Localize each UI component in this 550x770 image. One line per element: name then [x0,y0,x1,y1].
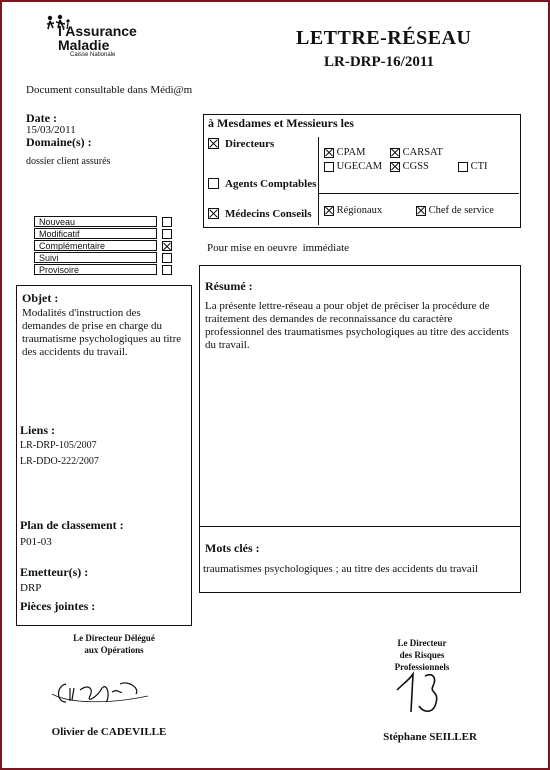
availability-note: Document consultable dans Médi@m [26,84,193,96]
date-label: Date : [26,111,57,125]
status-nouveau-checkbox[interactable] [162,217,172,227]
carsat-label: CARSAT [402,147,443,158]
implementation-label: Pour mise en oeuvre [207,242,298,254]
ugecam-option [324,161,382,172]
chef-label: Chef de service [428,205,494,216]
objet-label: Objet : [22,291,59,305]
emetteur-label: Emetteur(s) : [20,565,89,579]
lien-1: LR-DRP-105/2007 [20,440,97,451]
logo-line-1: l'Assurance [58,23,137,39]
left-signatory-title [50,632,178,656]
left-signatory-name: Olivier de CADEVILLE [51,726,167,738]
keywords-label: Mots clés : [205,541,260,555]
cgss-label: CGSS [402,161,429,172]
regionaux-label: Régionaux [336,205,383,216]
agents-checkbox[interactable] [208,178,219,189]
recipients-divider [318,137,319,225]
chef-option [416,205,494,216]
cti-option [458,161,488,172]
medecins-label: Médecins Conseils [225,208,312,220]
emetteur-value: DRP [20,582,42,594]
status-complementaire: Complémentaire [34,240,157,251]
left-title-line-2: aux Opérations [84,645,144,655]
medecins-row [208,204,311,222]
logo-subtitle: Caisse Nationale [70,52,116,58]
document-reference: LR-DRP-16/2011 [324,54,434,70]
directeurs-label: Directeurs [225,138,275,150]
right-title-line-1: Le Directeur [397,638,447,648]
plan-label: Plan de classement : [20,518,124,532]
recipients-divider-horizontal [318,193,519,194]
carsat-checkbox[interactable] [390,148,400,158]
implementation-value: immédiate [302,242,350,254]
right-signatory-name: Stéphane SEILLER [383,731,477,743]
pieces-label: Pièces jointes : [20,599,96,613]
objet-box [16,285,192,626]
logo-line-2: Maladie [58,37,110,53]
domain-label: Domaine(s) : [26,135,92,149]
date-value: 15/03/2011 [26,124,76,136]
status-modificatif: Modificatif [34,228,157,239]
cpam-label: CPAM [336,147,366,158]
regionaux-checkbox[interactable] [324,206,334,216]
resume-box [199,265,521,593]
recipients-box [203,114,521,228]
agents-label: Agents Comptables [225,178,317,190]
keywords-value: traumatismes psychologiques ; au titre des accidents du travail [203,563,478,575]
cgss-option [390,161,429,172]
status-complementaire-checkbox[interactable] [162,241,172,251]
logo-wordmark [58,24,137,52]
cgss-checkbox[interactable] [390,162,400,172]
directeurs-checkbox[interactable] [208,138,219,149]
carsat-option [390,147,443,158]
resume-text: La présente lettre-réseau a pour objet de préciser la procédure de traitement des demandes de reconnaissance du caractère professionnel des traumatismes psychologiques au titre des accidents du travail. [205,300,509,351]
cti-label: CTI [470,161,488,172]
status-modificatif-checkbox[interactable] [162,229,172,239]
status-nouveau: Nouveau [34,216,157,227]
status-provisoire: Provisoire [34,264,157,275]
resume-label: Résumé : [205,279,253,293]
objet-text: Modalités d'instruction des demandes de prise en charge du traumatisme psychologiques au titre des accidents du travail. [22,307,182,358]
implementation-line [207,242,349,254]
right-title-line-2: des Risques Professionnels [394,650,450,672]
directeurs-row [208,134,274,152]
ugecam-checkbox[interactable] [324,162,334,172]
ugecam-label: UGECAM [336,161,383,172]
domain-value: dossier client assurés [26,156,111,167]
resume-divider [200,526,520,527]
document-title: LETTRE-RÉSEAU [296,27,472,49]
plan-value: P01-03 [20,536,52,548]
cpam-option [324,147,365,158]
lien-2: LR-DDO-222/2007 [20,456,99,467]
left-title-line-1: Le Directeur Délégué [73,633,155,643]
status-provisoire-checkbox[interactable] [162,265,172,275]
status-suivi: Suivi [34,252,157,263]
liens-label: Liens : [20,423,56,437]
cpam-checkbox[interactable] [324,148,334,158]
cti-checkbox[interactable] [458,162,468,172]
regionaux-option [324,205,382,216]
status-suivi-checkbox[interactable] [162,253,172,263]
chef-checkbox[interactable] [416,206,426,216]
medecins-checkbox[interactable] [208,208,219,219]
recipients-heading: à Mesdames et Messieurs les [208,116,354,130]
right-signature-image [385,666,465,718]
left-signature-image [50,674,150,710]
agents-row [208,174,316,192]
